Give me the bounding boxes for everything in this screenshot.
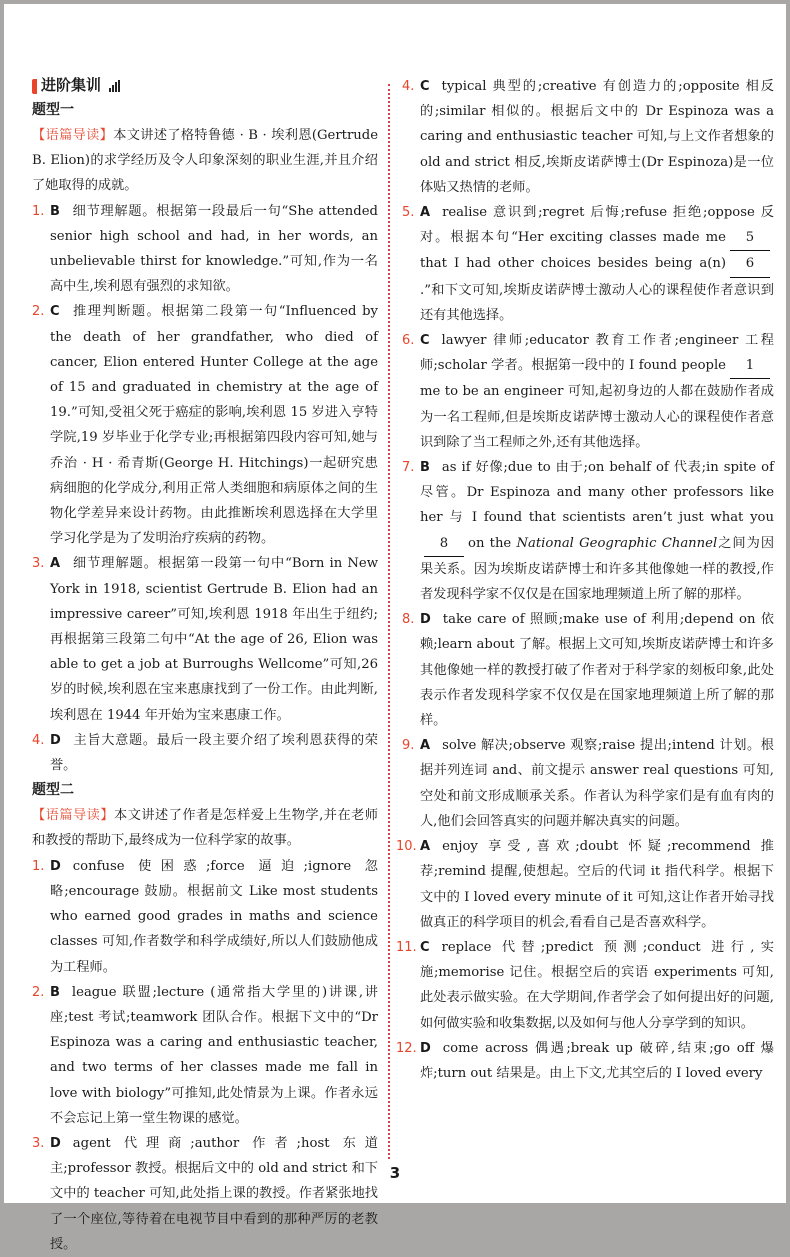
item-number: 4. bbox=[402, 79, 415, 94]
item-answer: B bbox=[420, 460, 430, 476]
right-column bbox=[396, 74, 775, 1086]
blank-number: 1 bbox=[730, 353, 770, 379]
guide-text: 本文讲述了格特鲁德 · B · 埃利恩(Gertrude B. Elion)的求学经历及令人印象深刻的职业生涯,并且介绍了她取得的成就。 bbox=[32, 128, 378, 194]
part2-guide bbox=[32, 803, 378, 853]
part2-title: 题型二 bbox=[32, 782, 74, 799]
answer-item bbox=[402, 74, 774, 200]
item-text: agent 代理商;author 作者;host 东道主;professor 教授。根据后文中的 old and strict 和下文中的 teacher 可知,此处指上课的教授。作者紧张地找了一个座位,等待着在电视节目中看到的那种严厉的老教授。 bbox=[50, 1135, 378, 1252]
answer-item bbox=[396, 1036, 774, 1086]
page bbox=[4, 4, 786, 1252]
chart-bars-icon bbox=[109, 80, 120, 92]
item-text: 细节理解题。根据第一段最后一句“She attended senior high school and had, in her words, an unbelievable thirst for knowledge.”可知,作为一名高中生,埃利恩有强烈的求知欲。 bbox=[50, 203, 378, 295]
item-number: 1. bbox=[32, 203, 45, 219]
guide-label: 【语篇导读】 bbox=[32, 808, 115, 824]
item-number: 11. bbox=[396, 939, 417, 955]
answer-item bbox=[402, 200, 774, 328]
item-text: that I had other choices besides being a(n) bbox=[420, 256, 726, 272]
item-text: as if 好像;due to 由于;on behalf of 代表;in spite of 尽管。Dr Espinoza and many other professors like her 与 I found that scientists aren’t just what you bbox=[420, 460, 774, 526]
item-text: 细节理解题。根据第一段第一句中“Born in New York in 1918, scientist Gertrude B. Elion had an impressive career”可知,埃利恩 1918 年出生于纽约;再根据第三段第二句中“At the age of 26, Elion was able to get a job at Burroughs Wellcome”可知,26 岁的时候,埃利恩在宝来惠康找到了一份工作。由此判断,埃利恩在 1944 年开始为宝来惠康工作。 bbox=[50, 556, 378, 723]
item-answer: C bbox=[420, 939, 430, 955]
item-text: league 联盟;lecture (通常指大学里的)讲课,讲座;test 考试;teamwork 团队合作。根据下文中的“Dr Espinoza was a caring and enthusiastic teacher, and two terms of her classes made me fall in love with biology”可推知,此处情景为上课。作者永远不会忘记上第一堂生物课的感觉。 bbox=[50, 984, 378, 1126]
item-number: 1. bbox=[32, 858, 45, 874]
answer-item bbox=[396, 935, 774, 1036]
item-text: 主旨大意题。最后一段主要介绍了埃利恩获得的荣誉。 bbox=[50, 732, 378, 774]
item-text: on the bbox=[468, 535, 512, 551]
left-column bbox=[32, 74, 378, 1257]
item-text: me to be an engineer 可知,起初身边的人都在鼓励作者成为一名工程师,但是埃斯皮诺萨博士激动人心的课程使作者意识到除了当工程师之外,还有其他选择。 bbox=[420, 384, 774, 450]
item-text: take care of 照顾;make use of 利用;depend on 依赖;learn about 了解。根据上文可知,埃斯皮诺萨博士和许多其他像她一样的教授打破了作者对于科学家的刻板印象,此处表示作者发现科学家不仅仅是在国家地理频道上所了解的那样。 bbox=[420, 612, 774, 729]
answer-item bbox=[32, 854, 378, 980]
item-number: 5. bbox=[402, 205, 415, 221]
answer-item bbox=[32, 551, 378, 727]
blank-number: 8 bbox=[424, 531, 464, 557]
item-answer: C bbox=[420, 333, 430, 349]
item-text: solve 解决;observe 观察;raise 提出;intend 计划。根据并列连词 and、前文提示 answer real questions 可知,空处和前文形成顺承关系。作者认为科学家们是有血有肉的人,他们会回答真实的问题并解决真实的问题。 bbox=[420, 738, 774, 829]
item-number: 2. bbox=[32, 984, 45, 1000]
part1-title: 题型一 bbox=[32, 102, 74, 118]
item-answer: B bbox=[50, 984, 60, 1000]
item-text: enjoy 享受,喜欢;doubt 怀疑;recommend 推荐;remind 提醒,使想起。空后的代词 it 指代科学。根据下文中的 I loved every minute of it 可知,这让作者开始寻找做真正的科学项目的机会,看看自己是否喜欢科学。 bbox=[420, 839, 774, 930]
item-answer: C bbox=[50, 304, 60, 320]
item-answer: B bbox=[50, 203, 60, 219]
item-text: replace 代替;predict 预测;conduct 进行,实施;memorise 记住。根据空后的宾语 experiments 可知,此处表示做实验。在大学期间,作者学会了如何提出好的问题,如何做实验和收集数据,以及如何与他人分享学到的知识。 bbox=[420, 939, 774, 1031]
item-answer: D bbox=[50, 858, 61, 874]
item-text: come across 偶遇;break up 破碎,结束;go off 爆炸;turn out 结果是。由上下文,尤其空后的 I loved every bbox=[420, 1040, 774, 1081]
blank-number: 6 bbox=[730, 251, 770, 277]
answer-item bbox=[32, 728, 378, 778]
item-number: 4. bbox=[32, 732, 45, 748]
answer-item bbox=[402, 328, 774, 455]
item-number: 3. bbox=[32, 556, 45, 572]
blank-number: 5 bbox=[730, 225, 770, 251]
answer-item bbox=[32, 199, 378, 300]
item-text: confuse 使困惑;force 逼迫;ignore 忽略;encourage 鼓励。根据前文 Like most students who earned good grades in maths and science classes 可知,作者数学和科学成绩好,所以人们鼓励他成为工程师。 bbox=[50, 858, 378, 975]
item-number: 9. bbox=[402, 738, 415, 754]
section-title: 进阶集训 bbox=[41, 76, 102, 95]
answer-item bbox=[32, 980, 378, 1131]
guide-text: 本文讲述了作者是怎样爱上生物学,并在老师和教授的帮助下,最终成为一位科学家的故事。 bbox=[32, 808, 378, 849]
answer-item bbox=[396, 834, 774, 935]
item-number: 2. bbox=[32, 304, 45, 320]
item-answer: D bbox=[50, 732, 61, 748]
guide-label: 【语篇导读】 bbox=[32, 128, 114, 143]
item-answer: A bbox=[420, 839, 431, 855]
item-text: realise 意识到;regret 后悔;refuse 拒绝;oppose 反对。根据本句“Her exciting classes made me bbox=[420, 205, 774, 246]
page-number: 3 bbox=[389, 1164, 401, 1182]
item-number: 7. bbox=[402, 460, 415, 476]
item-text: 之间为因果关系。因为埃斯皮诺萨博士和许多其他像她一样的教授,作者发现科学家不仅仅是在国家地理频道上所了解的那样。 bbox=[420, 535, 775, 603]
header-accent-bar bbox=[32, 79, 37, 94]
item-answer: A bbox=[420, 738, 431, 754]
item-text: .”和下文可知,埃斯皮诺萨博士激动人心的课程使作者意识到还有其他选择。 bbox=[420, 282, 774, 323]
item-number: 12. bbox=[396, 1040, 417, 1056]
section-header bbox=[32, 74, 378, 98]
item-text: 推理判断题。根据第二段第一句“Influenced by the death of her grandfather, who died of cancer, Elion entered Hunter College at the age of 15 and graduated in chemistry at the age of 19.”可知,受祖父死于癌症的影响,埃利恩 15 岁进入亨特学院,19 岁毕业于化学专业;再根据第四段内容可知,她与乔治 · H · 希青斯(George H. Hitchings)一起研究患病细胞的化学成分,利用正常人类细胞和病原体之间的生物化学差异来设计药物。由此推断埃利恩选择在大学里学习化学是为了发明治疗疾病的药物。 bbox=[50, 304, 378, 547]
item-number: 3. bbox=[32, 1135, 45, 1151]
answer-item bbox=[32, 299, 378, 551]
answer-item bbox=[402, 455, 774, 607]
part1-guide bbox=[32, 123, 378, 199]
item-answer: A bbox=[50, 556, 61, 572]
column-divider bbox=[388, 84, 390, 1159]
item-answer: A bbox=[420, 205, 431, 221]
item-number: 10. bbox=[396, 839, 417, 855]
item-number: 8. bbox=[402, 612, 415, 628]
answer-item bbox=[32, 1131, 378, 1257]
item-answer: D bbox=[50, 1135, 61, 1151]
answer-item bbox=[402, 607, 774, 733]
item-text: lawyer 律师;educator 教育工作者;engineer 工程师;scholar 学者。根据第一段中的 I found people bbox=[420, 333, 774, 374]
item-number: 6. bbox=[402, 333, 415, 349]
item-text: typical 典型的;creative 有创造力的;opposite 相反的;similar 相似的。根据后文中的 Dr Espinoza was a caring and enthusiastic teacher 可知,与上文作者想象的 old and strict 相反,埃斯皮诺萨博士(Dr Espinoza)是一位体贴又热情的老师。 bbox=[420, 79, 774, 195]
item-answer: D bbox=[420, 612, 431, 628]
answer-item bbox=[402, 733, 774, 834]
item-answer: D bbox=[420, 1040, 431, 1056]
item-text-italic: National Geographic Channel bbox=[516, 535, 718, 551]
item-answer: C bbox=[420, 79, 430, 94]
